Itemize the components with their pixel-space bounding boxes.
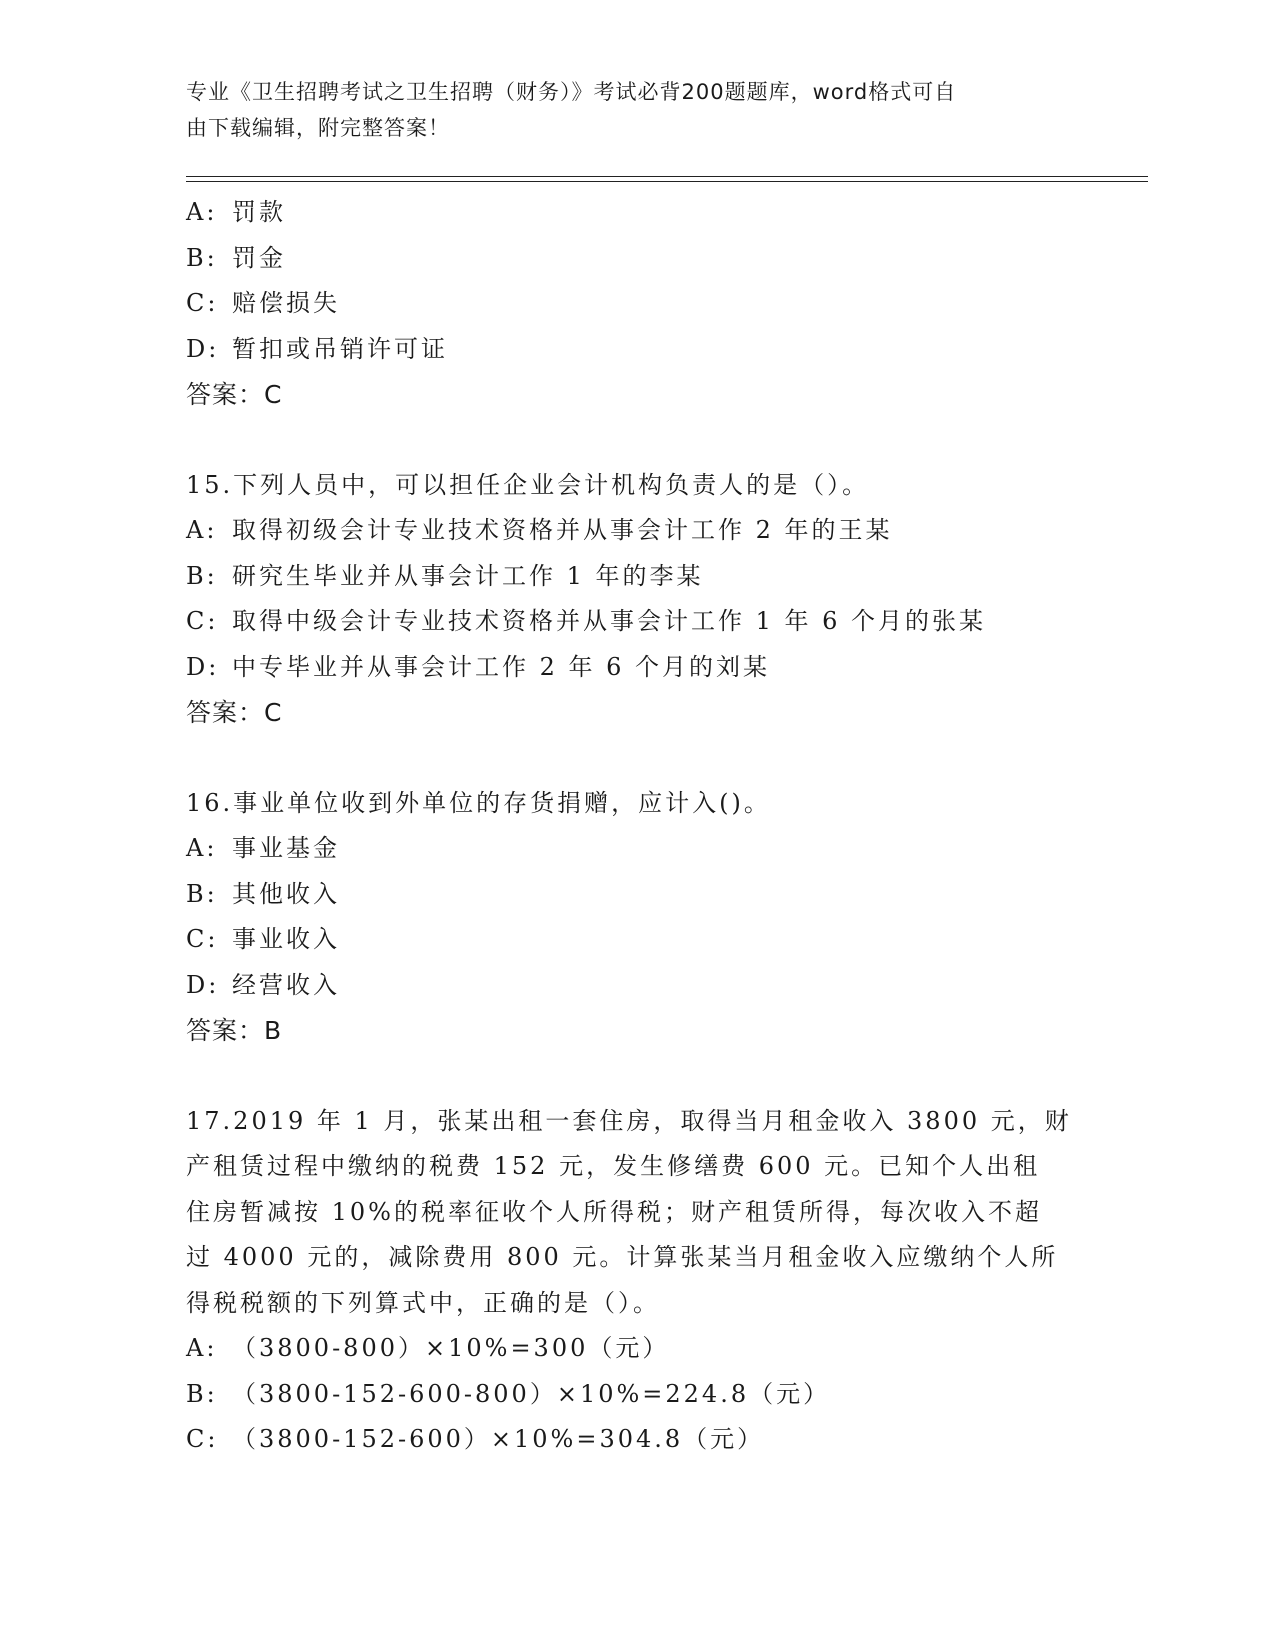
header-line-1: 专业《卫生招聘考试之卫生招聘（财务）》考试必背200题题库，word格式可自 — [186, 80, 957, 104]
option-c: C: 取得中级会计专业技术资格并从事会计工作 1 年 6 个月的张某 — [186, 607, 987, 635]
header-rule-bottom — [186, 181, 1148, 182]
option-c: C: 赔偿损失 — [186, 289, 340, 317]
option-b: B: 罚金 — [186, 243, 286, 272]
option-a: A: 取得初级会计专业技术资格并从事会计工作 2 年的王某 — [186, 516, 893, 544]
option-a: A: 事业基金 — [186, 834, 340, 862]
option-a: A: （3800-800）×10%=300（元） — [186, 1334, 670, 1362]
header-rule-top — [186, 176, 1148, 177]
option-b: B: （3800-152-600-800）×10%=224.8（元） — [186, 1379, 831, 1408]
option-c: C: （3800-152-600）×10%=304.8（元） — [186, 1425, 765, 1453]
prev-question-block — [186, 190, 1086, 418]
question-15-block — [186, 463, 1086, 736]
question-stem-line: 住房暂减按 10%的税率征收个人所得税；财产租赁所得，每次收入不超 — [186, 1197, 1042, 1226]
question-stem: 15.下列人员中，可以担任企业会计机构负责人的是（）。 — [186, 470, 870, 499]
answer-line: 答案：C — [186, 698, 283, 727]
spacer — [186, 1054, 1086, 1099]
option-b: B: 其他收入 — [186, 879, 340, 908]
document-header — [186, 74, 1066, 146]
question-stem-line: 产租赁过程中缴纳的税费 152 元，发生修缮费 600 元。已知个人出租 — [186, 1152, 1041, 1180]
option-b: B: 研究生毕业并从事会计工作 1 年的李某 — [186, 561, 704, 590]
question-content — [186, 190, 1086, 1463]
option-d: D: 暂扣或吊销许可证 — [186, 334, 448, 363]
question-stem: 16.事业单位收到外单位的存货捐赠，应计入()。 — [186, 788, 771, 817]
option-d: D: 经营收入 — [186, 970, 340, 999]
header-line-2: 由下载编辑，附完整答案！ — [186, 116, 450, 140]
spacer — [186, 736, 1086, 781]
answer-line: 答案：B — [186, 1016, 283, 1045]
option-c: C: 事业收入 — [186, 925, 340, 953]
question-16-block — [186, 781, 1086, 1054]
question-17-block — [186, 1099, 1086, 1463]
spacer — [186, 418, 1086, 463]
question-stem-line: 得税税额的下列算式中，正确的是（）。 — [186, 1288, 660, 1317]
question-stem-line: 过 4000 元的，减除费用 800 元。计算张某当月租金收入应缴纳个人所 — [186, 1243, 1059, 1271]
question-stem-line: 17.2019 年 1 月，张某出租一套住房，取得当月租金收入 3800 元，财 — [186, 1106, 1072, 1135]
answer-line: 答案：C — [186, 380, 283, 409]
option-d: D: 中专毕业并从事会计工作 2 年 6 个月的刘某 — [186, 652, 771, 681]
option-a: A: 罚款 — [186, 198, 286, 226]
